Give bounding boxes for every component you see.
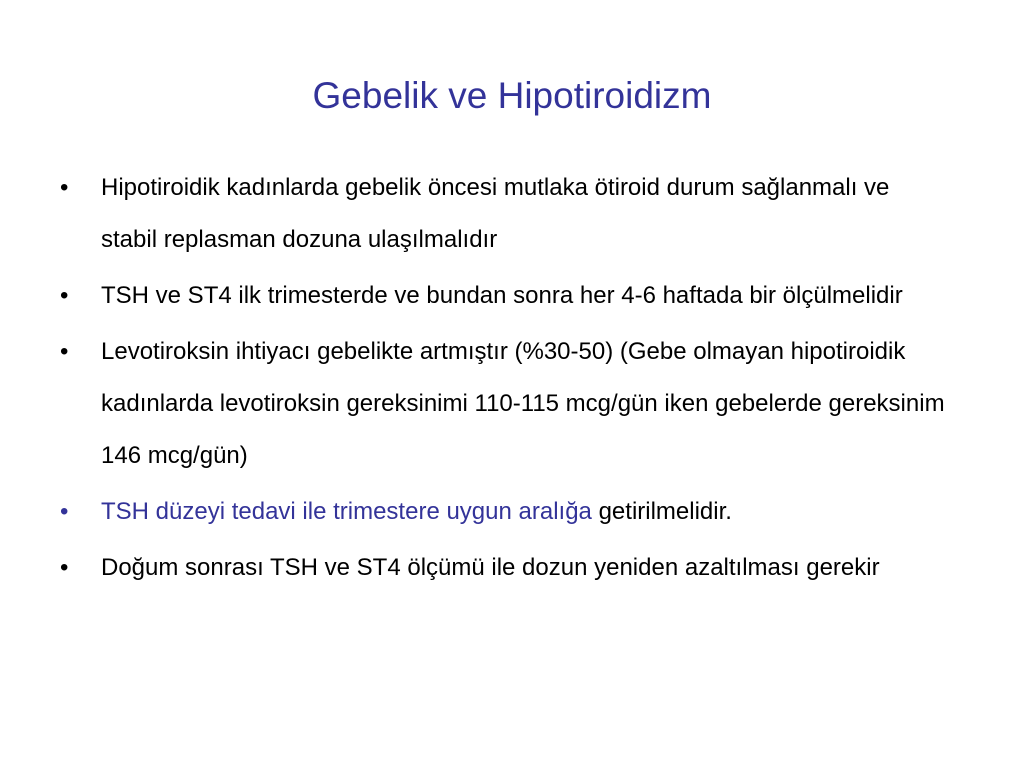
bullet-item-1 (60, 162, 950, 266)
bullet-icon: • (60, 498, 69, 525)
bullet-item-4 (60, 486, 950, 538)
bullet-item-2 (60, 270, 950, 322)
bullet-text: Levotiroksin ihtiyacı gebelikte artmıştır (%30-50) (Gebe olmayan hipotiroidik kadınlarda levotiroksin gereksinimi 110-115 mcg/gün iken gebelerde gereksinim 146 mcg/gün) (101, 338, 945, 469)
slide-title: Gebelik ve Hipotiroidizm (312, 75, 712, 116)
bullet-highlight-text: TSH düzeyi tedavi ile trimestere uygun aralığa (101, 498, 592, 525)
bullet-item-5 (60, 542, 950, 594)
bullet-text: TSH ve ST4 ilk trimesterde ve bundan sonra her 4-6 haftada bir ölçülmelidir (101, 282, 903, 309)
bullet-text: Doğum sonrası TSH ve ST4 ölçümü ile dozun yeniden azaltılması gerekir (101, 554, 880, 581)
bullet-icon: • (60, 338, 69, 365)
bullet-icon: • (60, 174, 69, 201)
bullet-icon: • (60, 554, 69, 581)
bullet-icon: • (60, 282, 69, 309)
bullet-text: getirilmelidir. (591, 498, 732, 525)
bullet-text: Hipotiroidik kadınlarda gebelik öncesi mutlaka ötiroid durum sağlanmalı ve stabil replasman dozuna ulaşılmalıdır (101, 174, 890, 253)
bullet-item-3 (60, 326, 950, 482)
bullet-list (60, 162, 950, 598)
